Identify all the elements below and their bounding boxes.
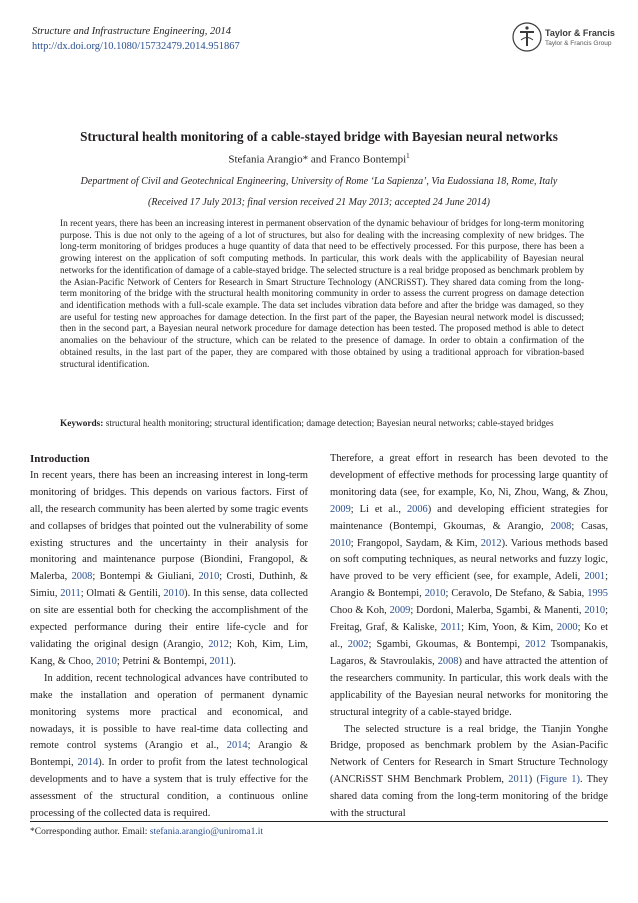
intro-paragraph-2: In addition, recent technological advances have contributed to make the installation and operation of permanent dynamic monitoring systems more practical and economical, and nowadays, it is possible to have real-time data collecting and remote control systems (Arangio et al., 2014; Arangio & Bontempi, 2014). In order to profit from the latest technological developments and to have a system that is truly effective for the assessment of the structural condition, a continuous online processing of the collected data is required. <box>30 672 308 820</box>
citation-link[interactable]: 2011 <box>60 588 81 600</box>
citation-link[interactable]: 2010 <box>424 588 446 600</box>
intro-paragraph-1: In recent years, there has been an increasing interest in long-term monitoring of bridges. This depends on various factors. First of all, the research community has been alerted by some tragic events and collapses of bridges that pointed out the vulnerability of some existing structures and the uncertainty in their analysis for monitoring and maintenance purpose (Biondini, Frangopol, & Malerba, 2008; Bontempi & Giuliani, 2010; Crosti, Duthinh, & Simiu, 2011; Olmati & Gentili, 2010). In this sense, data collected on site are essential both for checking the accomplishment of the expected performance during their entire life-cycle and for validating the original design (Arangio, 2012; Koh, Kim, Lim, Kang, & Choo, 2010; Petrini & Bontempi, 2011). <box>30 469 309 667</box>
citation-link[interactable]: 2010 <box>96 655 117 667</box>
citation-link[interactable]: 2006 <box>406 503 428 515</box>
intro-paragraph-3: Therefore, a great effort in research has been devoted to the development of effective methods for processing large quantity of monitoring data (see, for example, Ko, Ni, Zhou, Wang, & Zhou, 2009; Li et al., 2006) and developing efficient strategies for maintenance (Bontempi, Gkoumas, & Arangio, 2008; Casas, 2010; Frangopol, Saydam, & Kim, 2012). Various methods based on soft computing techniques, as neural networks and fuzzy logic, have proved to be very efficient (see, for example, Adeli, 2001; Arangio & Bontempi, 2010; Ceravolo, De Stefano, & Sabia, 1995 Choo & Koh, 2009; Dordoni, Malerba, Sgambi, & Manenti, 2010; Freitag, Graf, & Kaliske, 2011; Kim, Yoon, & Kim, 2000; Ko et al., 2002; Sgambi, Gkoumas, & Bontempi, 2012 Tsompanakis, Lagaros, & Stavroulakis, 2008) and have attracted the attention of the researchers community. In particular, this work deals with the applicability of the Bayesian neural networks for monitoring the structural integrity of a cable-stayed bridge. <box>330 453 608 718</box>
figure-link[interactable]: (Figure 1) <box>536 774 580 786</box>
publisher-logo <box>512 22 615 56</box>
citation-link[interactable]: 2010 <box>330 537 351 549</box>
citation-link[interactable]: 2012 <box>525 638 546 650</box>
doi-link[interactable]: http://dx.doi.org/10.1080/15732479.2014.951867 <box>32 41 240 52</box>
journal-header <box>32 24 240 54</box>
section-heading-introduction: Introduction <box>30 453 90 465</box>
journal-title: Structure and Infrastructure Engineering, 2014 <box>32 26 231 37</box>
keywords-list: structural health monitoring; structural identification; damage detection; Bayesian neural networks; cable-stayed bridges <box>105 419 554 429</box>
taylor-francis-logo-icon <box>512 22 542 52</box>
footnote-label: *Corresponding author. Email: <box>30 827 150 837</box>
article-title: Structural health monitoring of a cable-stayed bridge with Bayesian neural networks <box>80 129 558 144</box>
citation-link[interactable]: 2001 <box>584 571 606 583</box>
right-column <box>330 451 608 823</box>
footnote <box>30 827 263 837</box>
intro-paragraph-4: The selected structure is a real bridge, the Tianjin Yonghe Bridge, proposed as benchmark problem by the Asian-Pacific Network of Centers for Research in Smart Structure Technology (ANCRiSST SHM Benchmark Problem, 2011) (Figure 1). They shared data coming from the long-term monitoring of the bridge with the structural <box>330 723 609 820</box>
citation-link[interactable]: 2002 <box>347 638 369 650</box>
citation-link[interactable]: 2012 <box>480 537 502 549</box>
publisher-group: Taylor & Francis Group <box>545 40 612 47</box>
citation-link[interactable]: 2010 <box>198 571 220 583</box>
citation-link[interactable]: 2008 <box>71 571 93 583</box>
footnote-divider <box>30 821 608 822</box>
abstract: In recent years, there has been an increasing interest in permanent observation of the dynamic behaviour of bridges for long-term monitoring purpose. This is due not only to the ageing of a lot of structures, but also for dealing with the increasing complexity of new bridges. The long-term monitoring of bridges produces a huge quantity of data that need to be effectively processed. For this purpose, there has been a growing interest on the application of soft computing methods. In particular, this work deals with the applicability of Bayesian neural networks for the identification of damage of a cable-stayed bridge. The selected structure is a real bridge proposed as benchmark problem by the Asian-Pacific Network of Centers for Research in Smart Structure Technology (ANCRiSST). They shared data coming from the long-term monitoring of the bridge with the structural health monitoring community in order to assess the current progress on damage detection and identification methods with a full-scale example. The data set includes vibration data before and after the bridge was damaged, so they are useful for testing new approaches for damage detection. In the first part of the paper, the Bayesian neural network model is discussed; then in the second part, a Bayesian neural network procedure for damage detection has been tested. The proposed method is able to detect anomalies on the behaviour of the structure, which can be related to the presence of damage. In order to obtain a confirmation of the obtained results, in the last part of the paper, they are compared with those obtained by using a traditional approach for vibration-based structural identification. <box>60 219 584 370</box>
left-column <box>30 451 308 823</box>
citation-link[interactable]: 2010 <box>584 605 606 617</box>
citation-link[interactable]: 2011 <box>440 622 462 634</box>
citation-link[interactable]: 2010 <box>163 588 185 600</box>
citation-link[interactable]: 2000 <box>556 622 578 634</box>
author-email-link[interactable]: stefania.arangio@uniroma1.it <box>149 827 264 837</box>
citation-link[interactable]: 2011 <box>209 655 230 667</box>
publisher-name: Taylor & Francis <box>545 28 615 38</box>
citation-link[interactable]: 1995 <box>587 588 608 600</box>
citation-link[interactable]: 2008 <box>437 655 459 667</box>
citation-link[interactable]: 2008 <box>550 520 572 532</box>
citation-link[interactable]: 2011 <box>508 774 529 786</box>
author-names: Stefania Arangio* and Franco Bontempi <box>228 153 407 166</box>
citation-link[interactable]: 2014 <box>226 740 248 752</box>
authors <box>0 152 638 166</box>
affiliation: Department of Civil and Geotechnical Engineering, University of Rome ‘La Sapienza’, Via Eudossiana 18, Rome, Italy <box>80 176 558 187</box>
received-dates: (Received 17 July 2013; final version received 21 May 2013; accepted 24 June 2014) <box>148 197 490 208</box>
keywords <box>60 418 584 430</box>
citation-link[interactable]: 2014 <box>77 757 99 769</box>
citation-link[interactable]: 2009 <box>389 605 411 617</box>
author-superscript: 1 <box>406 152 410 160</box>
citation-link[interactable]: 2012 <box>208 638 229 650</box>
keywords-label: Keywords: <box>60 419 104 429</box>
citation-link[interactable]: 2009 <box>330 503 351 515</box>
